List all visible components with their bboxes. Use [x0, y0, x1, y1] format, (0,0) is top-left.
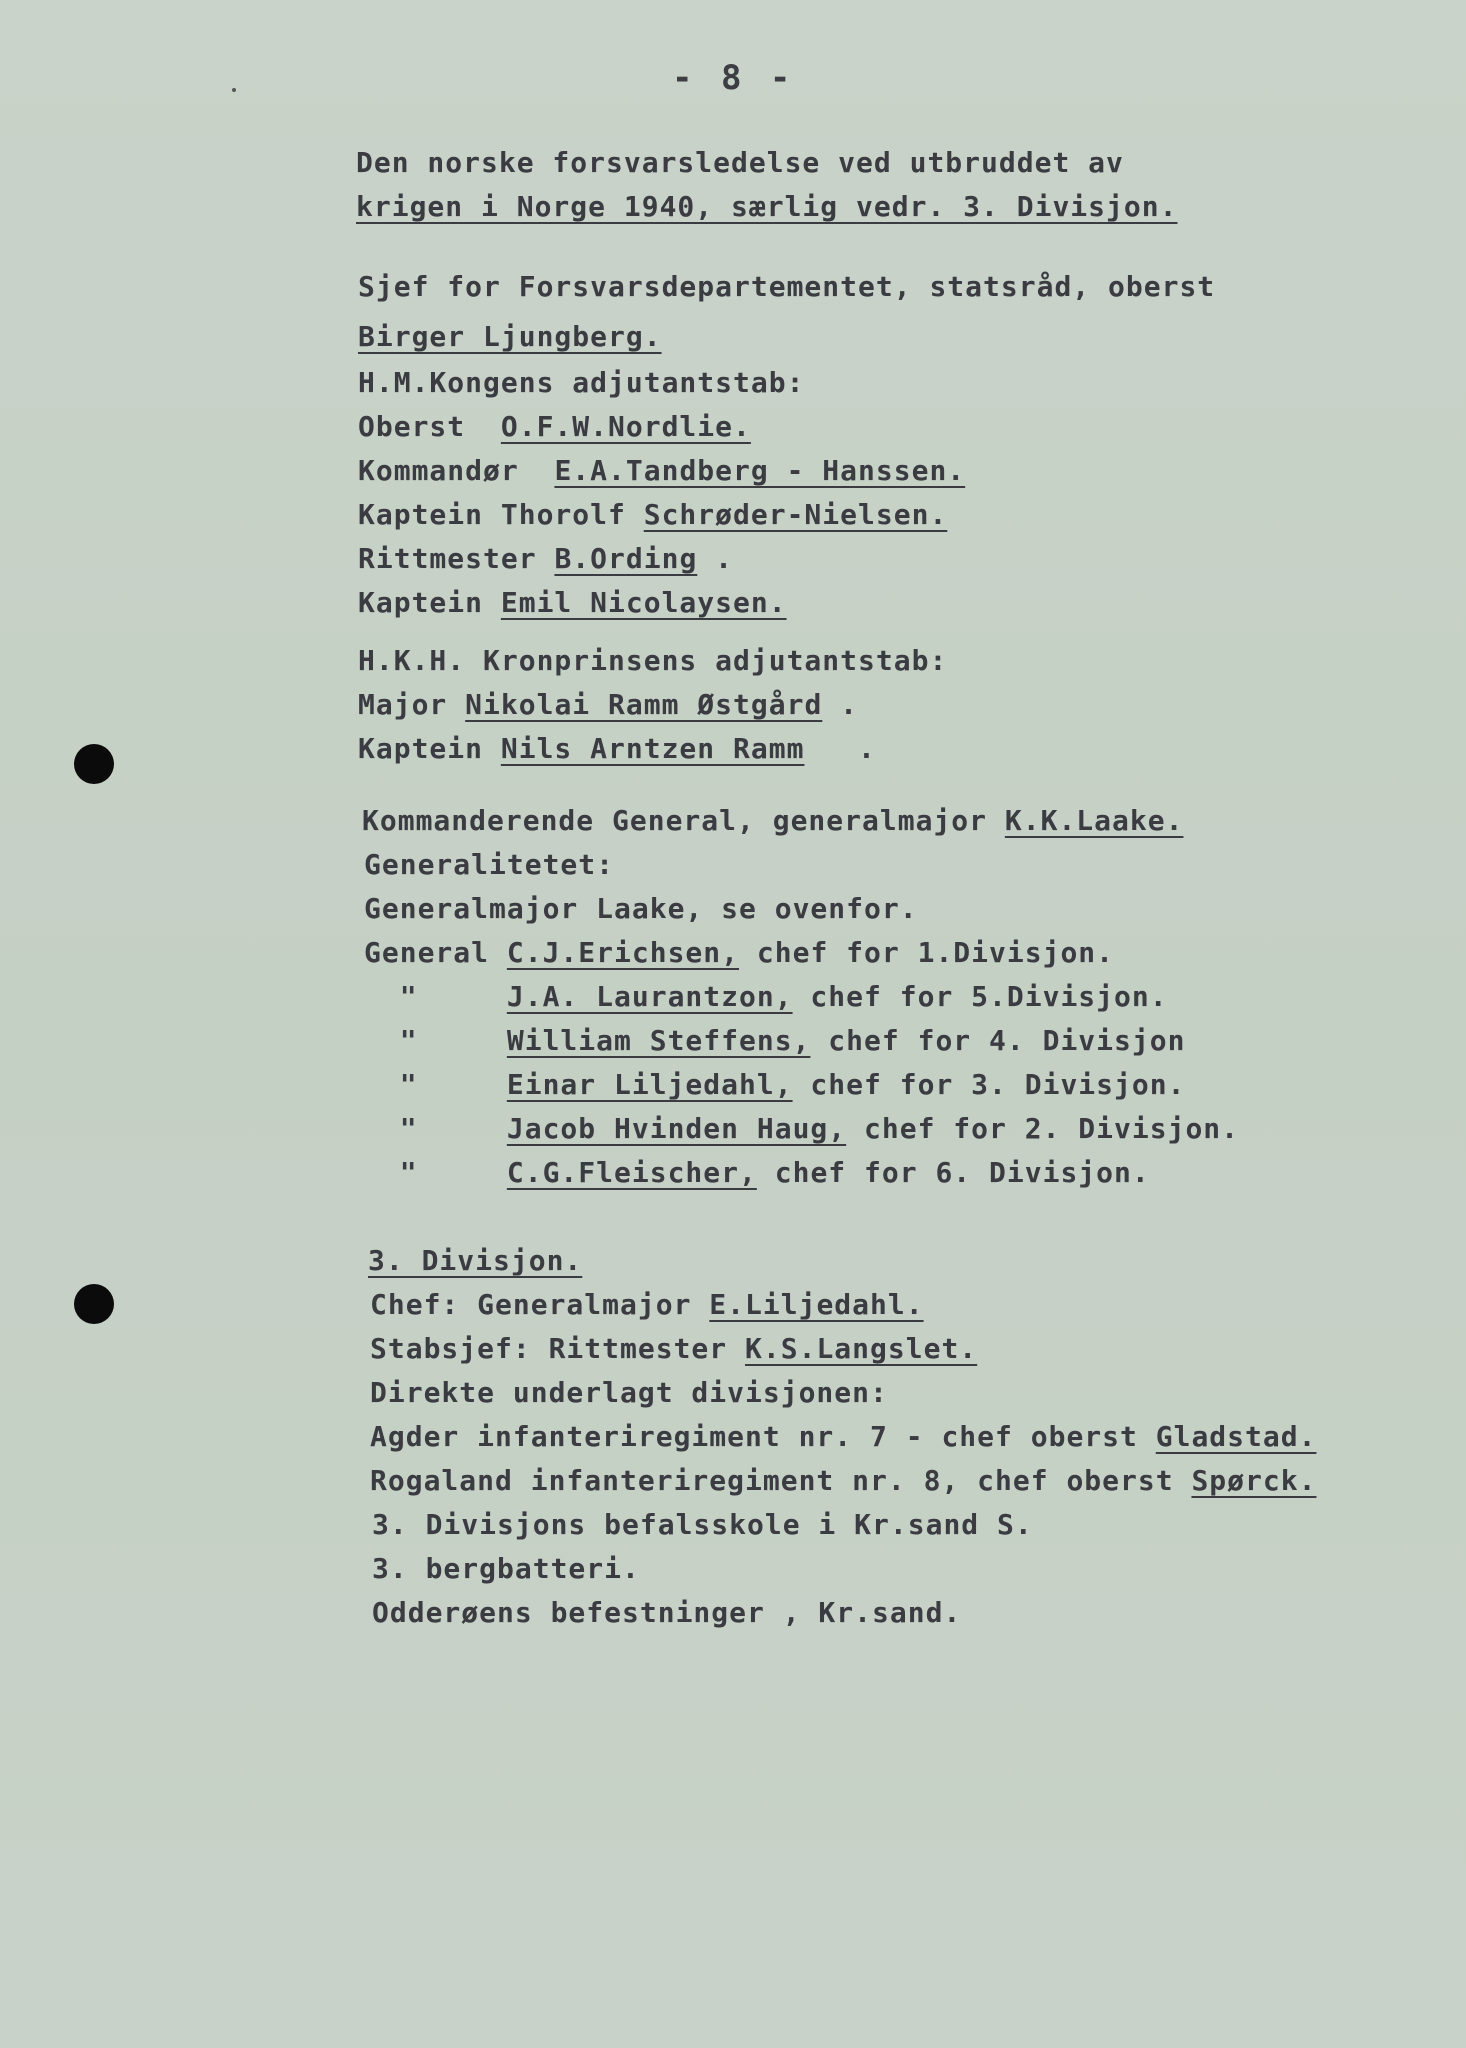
general-name: C.G.Fleischer,: [506, 1156, 757, 1189]
officer-name: Schrøder-Nielsen.: [643, 498, 948, 531]
general-name: J.A. Laurantzon,: [506, 980, 793, 1013]
division3-heading: 3. Divisjon.: [368, 1244, 583, 1277]
row-tail: .: [697, 542, 734, 575]
officer-name: Nils Arntzen Ramm: [500, 732, 805, 765]
laake-line: Generalmajor Laake, se ovenfor.: [364, 892, 918, 925]
officer-name: B.Ording: [554, 542, 698, 575]
officer-name: E.A.Tandberg - Hanssen.: [554, 454, 966, 487]
mountain-battery-line: 3. bergbatteri.: [372, 1552, 640, 1585]
rogaland-commander-name: Spørck.: [1191, 1464, 1317, 1497]
officer-name: Emil Nicolaysen.: [500, 586, 787, 619]
division3-direct-line: Direkte underlagt divisjonen:: [370, 1376, 888, 1409]
rank: Rittmester: [358, 542, 555, 575]
general-tail: chef for 2. Divisjon.: [846, 1112, 1240, 1145]
general-row: [364, 1112, 1239, 1146]
rogaland-regiment-line: [370, 1464, 1316, 1498]
officer-name: O.F.W.Nordlie.: [500, 410, 751, 443]
rank: Kaptein Thorolf: [358, 498, 644, 531]
general-row: [364, 1068, 1185, 1102]
general-prefix: ": [364, 1112, 507, 1145]
rank: Kaptein: [358, 732, 501, 765]
officer-name: Nikolai Ramm Østgård: [465, 688, 823, 721]
king-staff-row: [358, 542, 733, 576]
rank: Kaptein: [358, 586, 501, 619]
crown-prince-staff-row: [358, 688, 858, 722]
rank: Oberst: [358, 410, 501, 443]
rank: Kommandør: [358, 454, 555, 487]
general-prefix: ": [364, 980, 507, 1013]
general-tail: chef for 6. Divisjon.: [756, 1156, 1150, 1189]
division3-staff-prefix: Stabsjef: Rittmester: [370, 1332, 746, 1365]
agder-commander-name: Gladstad.: [1155, 1420, 1317, 1453]
general-row: [364, 936, 1114, 970]
commanding-general-name: K.K.Laake.: [1004, 804, 1184, 837]
punch-hole: [74, 1284, 114, 1324]
king-staff-row: [358, 586, 787, 620]
row-tail: .: [822, 688, 859, 721]
general-tail: chef for 1.Divisjon.: [739, 936, 1115, 969]
division3-chief-name: E.Liljedahl.: [709, 1288, 924, 1321]
division3-staff-name: K.S.Langslet.: [745, 1332, 978, 1365]
agder-prefix: Agder infanteriregiment nr. 7 - chef oberst: [370, 1420, 1156, 1453]
general-name: C.J.Erichsen,: [506, 936, 740, 969]
rogaland-prefix: Rogaland infanteriregiment nr. 8, chef oberst: [370, 1464, 1192, 1497]
agder-regiment-line: [370, 1420, 1316, 1454]
general-row: [364, 1024, 1185, 1058]
king-staff-row: [358, 498, 947, 532]
rank: Major: [358, 688, 466, 721]
commanding-general-prefix: Kommanderende General, generalmajor: [362, 804, 1005, 837]
officer-school-line: 3. Divisjons befalsskole i Kr.sand S.: [372, 1508, 1033, 1541]
general-row: [364, 1156, 1150, 1190]
paper-speck: [232, 88, 236, 92]
general-prefix: ": [364, 1024, 507, 1057]
general-tail: chef for 4. Divisjon: [810, 1024, 1186, 1057]
general-name: Einar Liljedahl,: [506, 1068, 793, 1101]
fortifications-line: Odderøens befestninger , Kr.sand.: [372, 1596, 962, 1629]
general-name: Jacob Hvinden Haug,: [506, 1112, 847, 1145]
commanding-general-line: [362, 804, 1183, 838]
general-tail: chef for 5.Divisjon.: [792, 980, 1168, 1013]
division3-staff-line: [370, 1332, 977, 1366]
title-line-1: Den norske forsvarsledelse ved utbruddet av: [356, 146, 1124, 179]
king-staff-row: [358, 410, 751, 444]
punch-hole: [74, 744, 114, 784]
general-prefix: General: [364, 936, 507, 969]
division3-chief-line: [370, 1288, 924, 1322]
general-row: [364, 980, 1168, 1014]
king-staff-row: [358, 454, 965, 488]
row-tail: .: [804, 732, 876, 765]
crown-prince-staff-row: [358, 732, 876, 766]
king-staff-heading: H.M.Kongens adjutantstab:: [358, 366, 805, 399]
crown-prince-staff-heading: H.K.H. Kronprinsens adjutantstab:: [358, 644, 948, 677]
general-prefix: ": [364, 1068, 507, 1101]
general-prefix: ": [364, 1156, 507, 1189]
page-number: - 8 -: [672, 58, 795, 98]
generality-heading: Generalitetet:: [364, 848, 615, 881]
defence-ministry-line-1: Sjef for Forsvarsdepartementet, statsråd, oberst: [358, 270, 1216, 303]
general-tail: chef for 3. Divisjon.: [792, 1068, 1186, 1101]
division3-chief-prefix: Chef: Generalmajor: [370, 1288, 710, 1321]
defence-ministry-name: Birger Ljungberg.: [358, 320, 662, 353]
general-name: William Steffens,: [506, 1024, 811, 1057]
title-line-2: krigen i Norge 1940, særlig vedr. 3. Divisjon.: [356, 190, 1178, 223]
